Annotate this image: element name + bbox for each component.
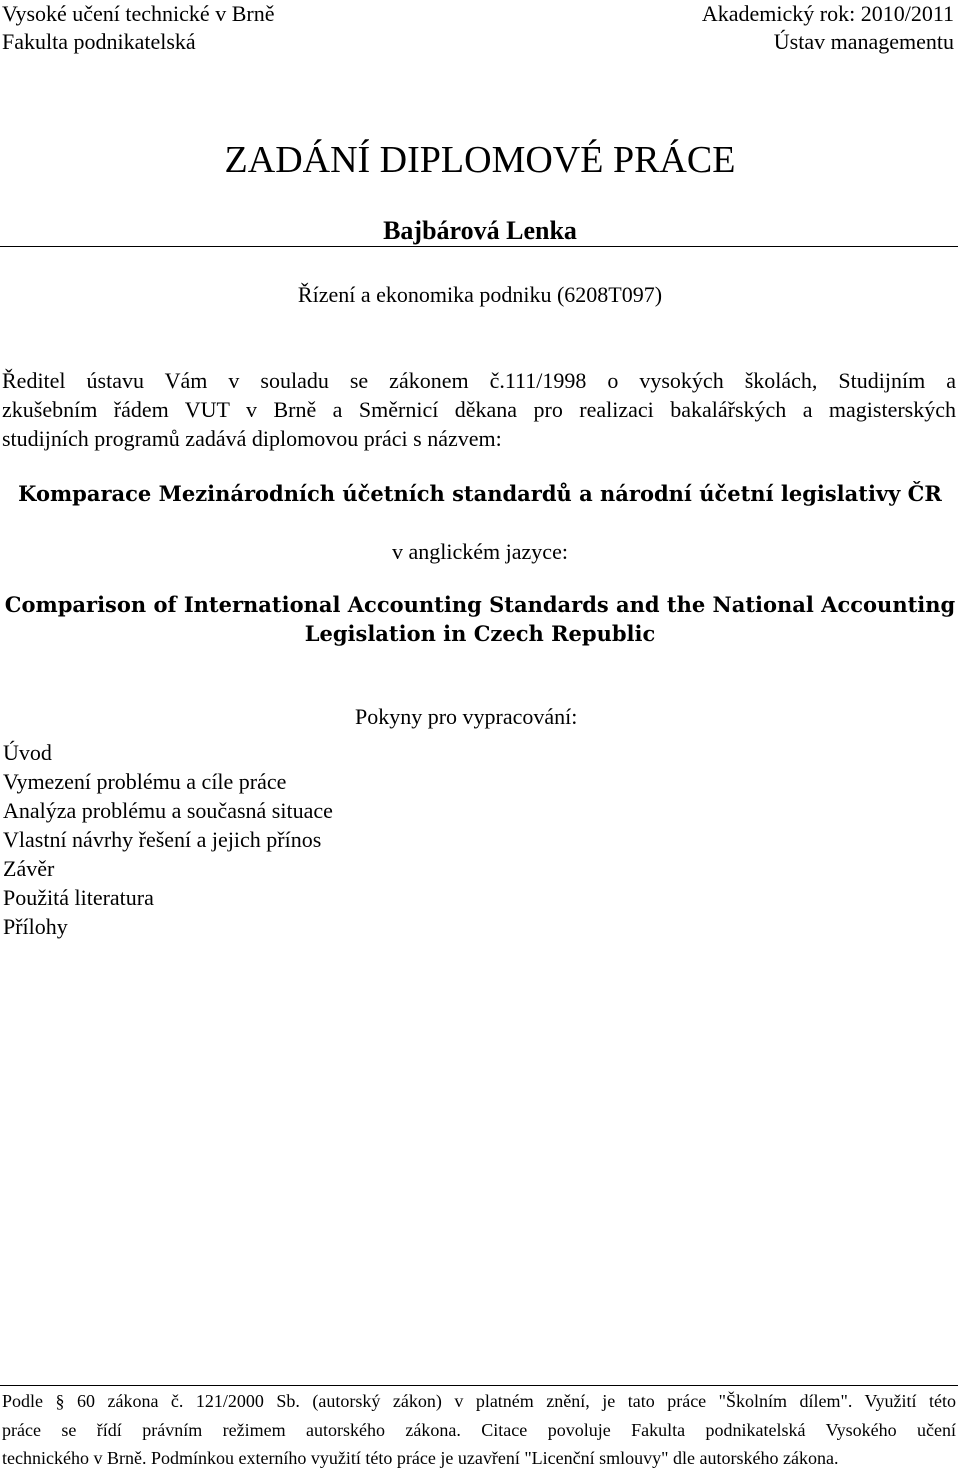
footer-line: technického v Brně. Podmínkou externího využití této práce je uzavření "Licenční smlouvy" dle autorského zákona. (2, 1448, 839, 1468)
footer-line: práce se řídí právním režimem autorského zákona. Citace povoluje Fakulta podnikatelská Vysokého učení (2, 1419, 956, 1440)
intro-line: Ředitel ústavu Vám v souladu se zákonem č.111/1998 o vysokých školách, Studijním a (2, 368, 956, 393)
header-divider (0, 246, 958, 247)
outline-item: Závěr (3, 856, 55, 881)
copyright-notice (2, 1387, 956, 1473)
topic-en-line: Comparison of International Accounting Standards and the National Accounting (4, 592, 956, 617)
faculty-name: Fakulta podnikatelská (2, 29, 196, 54)
intro-paragraph (2, 366, 956, 453)
thesis-topic-english (0, 590, 960, 648)
outline-item: Vlastní návrhy řešení a jejich přínos (3, 827, 322, 852)
outline-list (3, 738, 333, 941)
intro-line: studijních programů zadává diplomovou práci s názvem: (2, 426, 502, 451)
outline-item: Použitá literatura (3, 885, 154, 910)
university-name: Vysoké učení technické v Brně (2, 1, 275, 26)
language-label: v anglickém jazyce: (392, 539, 568, 564)
instructions-heading: Pokyny pro vypracování: (355, 704, 578, 729)
outline-item: Analýza problému a současná situace (3, 798, 333, 823)
document-title: ZADÁNÍ DIPLOMOVÉ PRÁCE (224, 139, 736, 181)
footer-line: Podle § 60 zákona č. 121/2000 Sb. (autorský zákon) v platném znění, je tato práce "Školním dílem". Využití této (2, 1391, 956, 1411)
academic-year: Akademický rok: 2010/2011 (701, 1, 954, 26)
student-name: Bajbárová Lenka (383, 216, 577, 245)
thesis-topic-czech: Komparace Mezinárodních účetních standardů a národní účetní legislativy ČR (18, 481, 942, 506)
outline-item: Úvod (3, 740, 52, 765)
intro-line: zkušebním řádem VUT v Brně a Směrnicí děkana pro realizaci bakalářských a magisterských (2, 397, 956, 422)
institute-name: Ústav managementu (773, 29, 954, 54)
topic-en-line: Legislation in Czech Republic (304, 621, 656, 646)
footer-divider (0, 1385, 958, 1386)
outline-item: Přílohy (3, 914, 68, 939)
study-program: Řízení a ekonomika podniku (6208T097) (297, 282, 663, 307)
outline-item: Vymezení problému a cíle práce (3, 769, 287, 794)
